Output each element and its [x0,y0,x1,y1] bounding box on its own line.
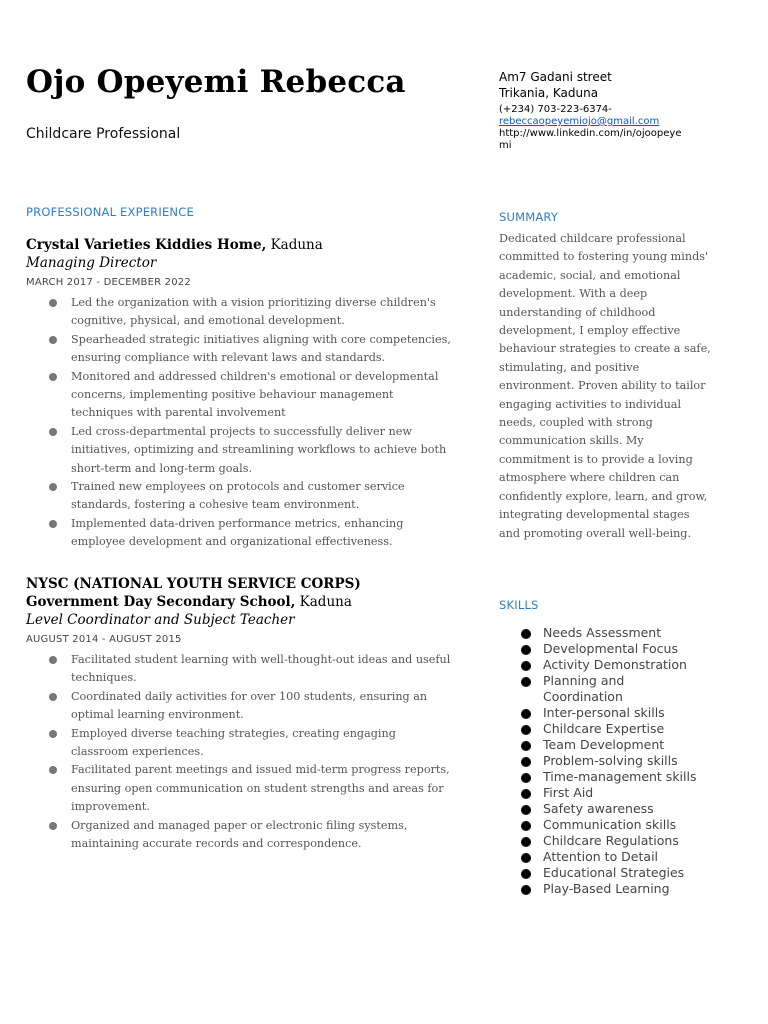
bullet-item: Led the organization with a vision prioritizing diverse children's cognitive, physical, and emotional development. [26,294,456,331]
bullet-item: Organized and managed paper or electronic filing systems, maintaining accurate records and correspondence. [26,817,456,854]
skill-item: Team Development [520,737,735,753]
skill-item: Play-Based Learning [520,881,735,897]
organization-location: Kaduna [266,237,323,253]
summary-heading: SUMMARY [499,210,559,224]
summary-text: Dedicated childcare professional committed to fostering young minds' academic, social, and emotional development. With a deep understanding of childhood development, I employ effective behaviour strategies to create a safe, stimulating, and positive environment. Proven ability to tailor engaging activities to individual needs, coupled with strong communication skills. My commitment is to provide a loving atmosphere where children can confidently explore, learn, and grow, integrating developmental stages and promoting overall well-being. [499,232,711,540]
service-program: NYSC (NATIONAL YOUTH SERVICE CORPS) [26,576,361,592]
phone-number: (+234) 703-223-6374- [499,104,612,115]
address-line-2: Trikania, Kaduna [499,86,599,100]
job-role: Managing Director [26,255,157,271]
email-link[interactable]: rebeccaopeyemiojo@gmail.com [499,116,660,127]
skill-item: Educational Strategies [520,865,735,881]
bullet-dot-icon [521,709,531,719]
bullet-dot-icon [521,677,531,687]
bullet-dot-icon [521,741,531,751]
skill-item: First Aid [520,785,735,801]
job-entry-2 [26,575,456,853]
skills-list [520,625,735,897]
bullet-dot-icon [49,730,57,738]
skill-item: Attention to Detail [520,849,735,865]
contact-block [499,69,689,152]
job-dates: MARCH 2017 - DECEMBER 2022 [26,277,191,288]
job-entry-1 [26,236,456,552]
bullet-item: Spearheaded strategic initiatives aligning with core competencies, ensuring compliance with relevant laws and standards. [26,331,456,368]
skill-item: Inter-personal skills [520,705,735,721]
bullet-dot-icon [49,822,57,830]
bullet-dot-icon [521,645,531,655]
skill-item: Activity Demonstration [520,657,735,673]
bullet-dot-icon [521,789,531,799]
bullet-item: Monitored and addressed children's emotional or developmental concerns, implementing positive behaviour management techniques with parental involvement [26,368,456,423]
skills-heading: SKILLS [499,598,539,612]
bullet-item: Implemented data-driven performance metrics, enhancing employee development and organizational effectiveness. [26,515,456,552]
bullet-dot-icon [521,805,531,815]
address-line-1: Am7 Gadani street [499,70,612,84]
job-dates: AUGUST 2014 - AUGUST 2015 [26,634,182,645]
organization-name: Government Day Secondary School, [26,594,296,610]
bullet-dot-icon [49,656,57,664]
bullet-dot-icon [521,853,531,863]
bullet-item: Coordinated daily activities for over 100 students, ensuring an optimal learning environment. [26,688,456,725]
bullet-dot-icon [521,821,531,831]
bullet-dot-icon [49,428,57,436]
job-role: Level Coordinator and Subject Teacher [26,612,295,628]
bullet-item: Trained new employees on protocols and customer service standards, fostering a cohesive team environment. [26,478,456,515]
skill-item: Problem-solving skills [520,753,735,769]
bullet-dot-icon [49,693,57,701]
bullet-dot-icon [49,766,57,774]
skill-item: Childcare Expertise [520,721,735,737]
bullet-dot-icon [521,661,531,671]
bullet-dot-icon [521,629,531,639]
bullet-dot-icon [49,483,57,491]
bullet-item: Facilitated parent meetings and issued mid-term progress reports, ensuring open communication on student strengths and areas for improvement. [26,761,456,816]
bullet-dot-icon [521,725,531,735]
job-bullets [26,651,456,853]
bullet-item: Facilitated student learning with well-thought-out ideas and useful techniques. [26,651,456,688]
bullet-dot-icon [521,773,531,783]
organization-name: Crystal Varieties Kiddies Home, [26,237,267,253]
candidate-name: Ojo Opeyemi Rebecca [26,64,406,100]
bullet-item: Employed diverse teaching strategies, creating engaging classroom experiences. [26,725,456,762]
organization-location: Kaduna [295,594,352,610]
skill-item: Childcare Regulations [520,833,735,849]
bullet-dot-icon [521,885,531,895]
organization [26,236,456,254]
experience-heading: PROFESSIONAL EXPERIENCE [26,205,194,219]
skill-item: Time-management skills [520,769,735,785]
bullet-dot-icon [521,837,531,847]
bullet-dot-icon [521,869,531,879]
bullet-dot-icon [49,373,57,381]
skill-item: Developmental Focus [520,641,735,657]
bullet-item: Led cross-departmental projects to successfully deliver new initiatives, optimizing and streamlining workflows to achieve both short-term and long-term goals. [26,423,456,478]
skill-item: Needs Assessment [520,625,735,641]
job-bullets [26,294,456,552]
bullet-dot-icon [49,520,57,528]
bullet-dot-icon [521,757,531,767]
linkedin-url[interactable]: http://www.linkedin.com/in/ojoopeyemi [499,128,682,151]
skill-item: Communication skills [520,817,735,833]
bullet-dot-icon [49,336,57,344]
job-title: Childcare Professional [26,126,181,142]
skill-item: Safety awareness [520,801,735,817]
skill-item: Planning and Coordination [520,673,653,705]
organization [26,593,456,611]
bullet-dot-icon [49,299,57,307]
